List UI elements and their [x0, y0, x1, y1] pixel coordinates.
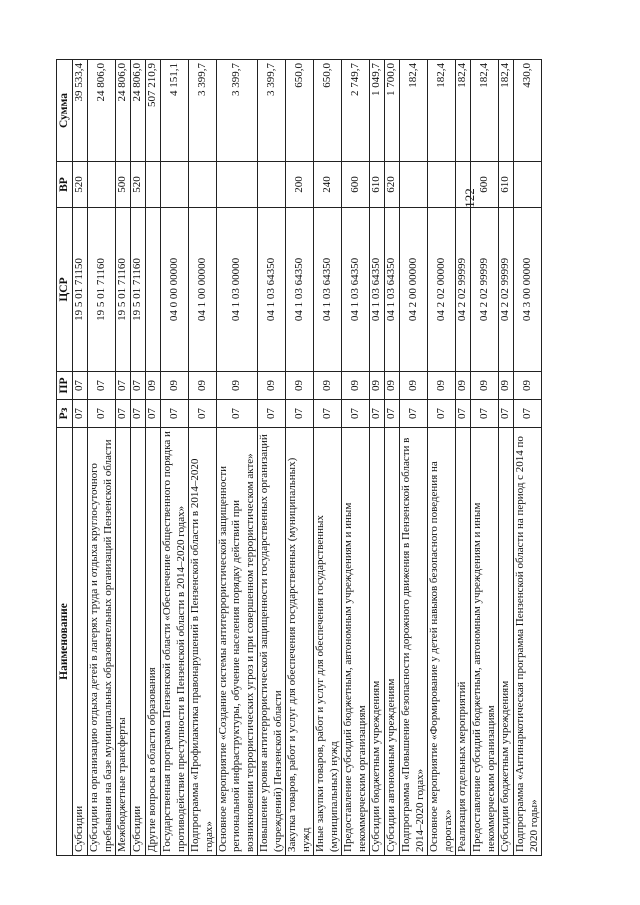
cell-rz: 07 [471, 400, 499, 428]
cell-csr: 04 1 03 64350 [385, 208, 400, 372]
cell-name: Субсидии [73, 428, 88, 856]
cell-name: Межбюджетные трансферты [116, 428, 131, 856]
cell-rz: 07 [189, 400, 217, 428]
table-row [131, 60, 146, 856]
cell-sum: 3 399,7 [189, 60, 217, 162]
table-row [314, 60, 342, 856]
cell-vr [514, 162, 542, 208]
cell-vr [88, 162, 116, 208]
cell-rz: 07 [314, 400, 342, 428]
cell-sum: 24 806,0 [116, 60, 131, 162]
cell-rz: 07 [88, 400, 116, 428]
table-row [73, 60, 88, 856]
table-row [400, 60, 428, 856]
cell-vr: 520 [131, 162, 146, 208]
cell-vr [456, 162, 471, 208]
table-row [370, 60, 385, 856]
header-rz: Рз [57, 400, 73, 428]
cell-vr [400, 162, 428, 208]
cell-name: Субсидии на организацию отдыха детей в лагерях труда и отдыха круглосуточного пребывания на базе муниципальных образовательных организаций Пензенской области [88, 428, 116, 856]
cell-pr: 09 [370, 372, 385, 400]
cell-csr: 04 2 00 00000 [400, 208, 428, 372]
cell-csr: 19 5 01 71160 [88, 208, 116, 372]
cell-pr: 09 [385, 372, 400, 400]
cell-csr: 04 2 02 00000 [428, 208, 456, 372]
cell-rz: 07 [286, 400, 314, 428]
cell-vr: 520 [73, 162, 88, 208]
cell-name: Подпрограмма «Повышение безопасности дорожного движения в Пензенской области в 2014–2020 годах» [400, 428, 428, 856]
table-row [286, 60, 314, 856]
cell-csr: 04 1 03 64350 [258, 208, 286, 372]
cell-name: Субсидии автономным учреждениям [385, 428, 400, 856]
cell-pr: 09 [342, 372, 370, 400]
cell-vr: 600 [471, 162, 499, 208]
cell-vr [146, 162, 161, 208]
cell-csr: 04 2 02 99999 [499, 208, 514, 372]
table-row [217, 60, 258, 856]
cell-name: Предоставление субсидий бюджетным, автономным учреждениям и иным некоммерческим организациям [342, 428, 370, 856]
cell-name: Закупка товаров, работ и услуг для обеспечения государственных (муниципальных) нужд [286, 428, 314, 856]
cell-sum: 182,4 [499, 60, 514, 162]
cell-sum: 24 806,0 [131, 60, 146, 162]
cell-rz: 07 [456, 400, 471, 428]
cell-sum: 1 049,7 [370, 60, 385, 162]
cell-vr: 200 [286, 162, 314, 208]
cell-sum: 182,4 [471, 60, 499, 162]
cell-rz: 07 [514, 400, 542, 428]
cell-csr: 04 2 02 99999 [456, 208, 471, 372]
header-csr: ЦСР [57, 208, 73, 372]
cell-sum: 182,4 [400, 60, 428, 162]
cell-csr: 19 5 01 71150 [73, 208, 88, 372]
cell-pr: 09 [499, 372, 514, 400]
cell-sum: 182,4 [428, 60, 456, 162]
page-number-text: 122 [462, 188, 477, 208]
header-pr: ПР [57, 372, 73, 400]
table-header-row [57, 60, 73, 856]
cell-pr: 09 [286, 372, 314, 400]
cell-sum: 24 806,0 [88, 60, 116, 162]
table-row [258, 60, 286, 856]
cell-csr: 04 3 00 00000 [514, 208, 542, 372]
cell-rz: 07 [73, 400, 88, 428]
cell-pr: 09 [400, 372, 428, 400]
table-row [189, 60, 217, 856]
cell-pr: 09 [514, 372, 542, 400]
cell-name: Подпрограмма «Профилактика правонарушений в Пензенской области в 2014–2020 годах» [189, 428, 217, 856]
cell-csr: 04 1 03 64350 [286, 208, 314, 372]
cell-sum: 3 399,7 [258, 60, 286, 162]
cell-name: Предоставление субсидий бюджетным, автономным учреждениям и иным некоммерческим организациям [471, 428, 499, 856]
cell-name: Государственная программа Пензенской области «Обеспечение общественного порядка и противодействие преступности в Пензенской области в 2014–2020 годах» [161, 428, 189, 856]
cell-vr: 620 [385, 162, 400, 208]
cell-vr [258, 162, 286, 208]
cell-rz: 07 [258, 400, 286, 428]
cell-pr: 09 [456, 372, 471, 400]
header-vr: ВР [57, 162, 73, 208]
table-row [499, 60, 514, 856]
cell-sum: 3 399,7 [217, 60, 258, 162]
cell-csr: 04 1 03 00000 [217, 208, 258, 372]
cell-vr: 610 [370, 162, 385, 208]
table-row [385, 60, 400, 856]
table-row [116, 60, 131, 856]
cell-name: Основное мероприятие «Создание системы антитеррористической защищенности региональной инфраструктуры, обучение населения порядку действий при возникновении террористических угроз и при совершенном террористическом акте» [217, 428, 258, 856]
cell-pr: 09 [471, 372, 499, 400]
cell-rz: 07 [385, 400, 400, 428]
cell-pr: 07 [88, 372, 116, 400]
cell-name: Основное мероприятие «Формирование у детей навыков безопасного поведения на дорогах» [428, 428, 456, 856]
cell-csr: 04 1 03 64350 [370, 208, 385, 372]
table-row [161, 60, 189, 856]
cell-sum: 4 151,1 [161, 60, 189, 162]
cell-pr: 07 [73, 372, 88, 400]
cell-csr [146, 208, 161, 372]
cell-rz: 07 [146, 400, 161, 428]
cell-rz: 07 [342, 400, 370, 428]
cell-rz: 07 [428, 400, 456, 428]
cell-sum: 430,0 [514, 60, 542, 162]
cell-name: Подпрограмма «Антинаркотическая программа Пензенской области на период с 2014 по 2020 годы» [514, 428, 542, 856]
cell-name: Реализация отдельных мероприятий [456, 428, 471, 856]
cell-pr: 09 [258, 372, 286, 400]
cell-sum: 1 700,0 [385, 60, 400, 162]
cell-sum: 39 533,4 [73, 60, 88, 162]
cell-rz: 07 [161, 400, 189, 428]
cell-name: Субсидии бюджетным учреждениям [499, 428, 514, 856]
cell-pr: 09 [314, 372, 342, 400]
cell-vr [428, 162, 456, 208]
cell-csr: 04 1 03 64350 [342, 208, 370, 372]
table-row [456, 60, 471, 856]
table-row [514, 60, 542, 856]
cell-csr: 04 1 00 00000 [189, 208, 217, 372]
cell-sum: 650,0 [286, 60, 314, 162]
cell-sum: 650,0 [314, 60, 342, 162]
cell-name: Иные закупки товаров, работ и услуг для обеспечения государственных (муниципальных) нужд [314, 428, 342, 856]
cell-name: Повышение уровня антитеррористической защищенности государственных организаций (учреждений) Пензенской области [258, 428, 286, 856]
cell-pr: 07 [131, 372, 146, 400]
cell-pr: 09 [161, 372, 189, 400]
cell-csr: 04 0 00 00000 [161, 208, 189, 372]
table-row [428, 60, 456, 856]
cell-csr: 04 1 03 64350 [314, 208, 342, 372]
cell-pr: 09 [428, 372, 456, 400]
cell-csr: 04 2 02 99999 [471, 208, 499, 372]
table-row [146, 60, 161, 856]
cell-csr: 19 5 01 71160 [116, 208, 131, 372]
cell-pr: 09 [189, 372, 217, 400]
cell-vr: 610 [499, 162, 514, 208]
cell-rz: 07 [217, 400, 258, 428]
budget-table-rotated [56, 60, 540, 856]
cell-vr [189, 162, 217, 208]
cell-rz: 07 [499, 400, 514, 428]
cell-vr [217, 162, 258, 208]
cell-sum: 182,4 [456, 60, 471, 162]
cell-vr: 500 [116, 162, 131, 208]
cell-pr: 09 [146, 372, 161, 400]
table-row [471, 60, 499, 856]
table-body [73, 60, 542, 856]
table-row [342, 60, 370, 856]
budget-table [56, 59, 542, 856]
header-name: Наименование [57, 428, 73, 856]
cell-pr: 09 [217, 372, 258, 400]
budget-table-frame [56, 60, 540, 856]
header-sum: Сумма [57, 60, 73, 162]
cell-sum: 2 749,7 [342, 60, 370, 162]
cell-vr: 600 [342, 162, 370, 208]
cell-rz: 07 [116, 400, 131, 428]
cell-rz: 07 [370, 400, 385, 428]
cell-name: Субсидии [131, 428, 146, 856]
cell-sum: 507 210,9 [146, 60, 161, 162]
cell-vr: 240 [314, 162, 342, 208]
cell-pr: 07 [116, 372, 131, 400]
cell-name: Субсидии бюджетным учреждениям [370, 428, 385, 856]
cell-rz: 07 [131, 400, 146, 428]
cell-name: Другие вопросы в области образования [146, 428, 161, 856]
cell-csr: 19 5 01 71160 [131, 208, 146, 372]
cell-rz: 07 [400, 400, 428, 428]
cell-vr [161, 162, 189, 208]
table-row [88, 60, 116, 856]
